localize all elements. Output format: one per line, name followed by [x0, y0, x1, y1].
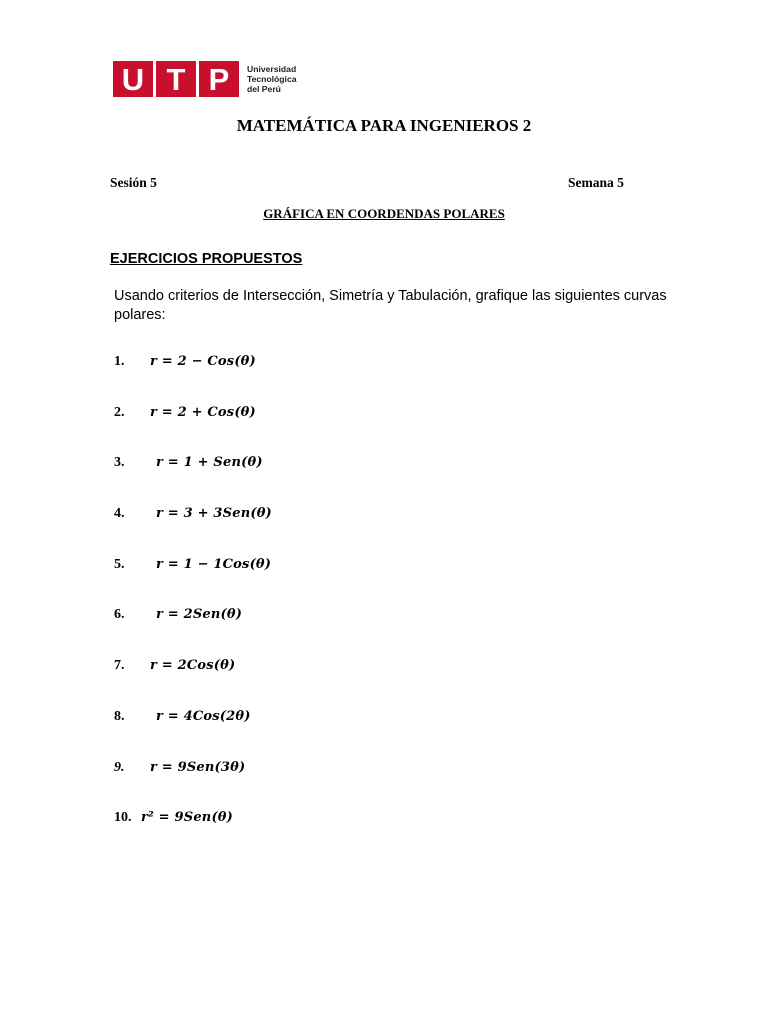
exercise-number: 8. [114, 708, 125, 724]
exercise-formula: r = 1 − 1Cos(θ) [156, 556, 272, 572]
exercise-formula: r = 2 + Cos(θ) [150, 404, 256, 420]
exercise-item [114, 810, 272, 861]
exercise-item [114, 607, 272, 658]
exercise-formula: r = 4Cos(2θ) [156, 708, 251, 724]
exercise-formula: r = 2 − Cos(θ) [150, 354, 256, 369]
page-title: MATEMÁTICA PARA INGENIEROS 2 [236, 116, 532, 135]
exercise-formula: r = 2Sen(θ) [156, 607, 243, 623]
exercise-number: 7. [114, 658, 125, 674]
exercise-number: 9. [114, 759, 125, 775]
logo-line-2: Tecnológica [247, 74, 297, 84]
exercise-formula: r² = 9Sen(θ) [141, 810, 234, 826]
exercise-formula: r = 2Cos(θ) [150, 658, 236, 674]
exercise-number: 4. [114, 506, 125, 522]
logo-text [247, 64, 297, 94]
exercise-number: 3. [114, 455, 125, 471]
week-label: Semana 5 [568, 175, 624, 190]
exercise-item [114, 658, 272, 709]
logo-line-1: Universidad [247, 64, 297, 74]
session-label: Sesión 5 [110, 175, 157, 190]
utp-logo [113, 61, 297, 97]
exercise-formula: r = 1 + Sen(θ) [156, 455, 263, 471]
section-heading: EJERCICIOS PROPUESTOS [110, 251, 303, 267]
instructions-paragraph: Usando criterios de Intersección, Simetría y Tabulación, grafique las siguientes curvas polares: [114, 288, 667, 323]
exercise-formula: r = 9Sen(3θ) [150, 759, 246, 775]
page-subtitle: GRÁFICA EN COORDENDAS POLARES [263, 206, 505, 221]
exercise-number: 5. [114, 556, 125, 572]
exercise-item [114, 405, 272, 456]
exercise-item [114, 709, 272, 760]
exercise-item [114, 506, 272, 557]
logo-letter-p: P [199, 61, 239, 97]
logo-line-3: del Perú [247, 84, 281, 94]
exercise-number: 10. [114, 810, 132, 826]
logo-letter-u: U [113, 61, 153, 97]
logo-letter-t: T [156, 61, 196, 97]
exercise-item [114, 354, 272, 405]
exercise-number: 2. [114, 404, 125, 420]
exercise-formula: r = 3 + 3Sen(θ) [156, 506, 272, 522]
exercise-item [114, 760, 272, 811]
exercise-number: 6. [114, 607, 125, 623]
exercise-item [114, 455, 272, 506]
exercise-item [114, 557, 272, 608]
exercise-list [114, 354, 272, 861]
exercise-number: 1. [114, 354, 125, 369]
